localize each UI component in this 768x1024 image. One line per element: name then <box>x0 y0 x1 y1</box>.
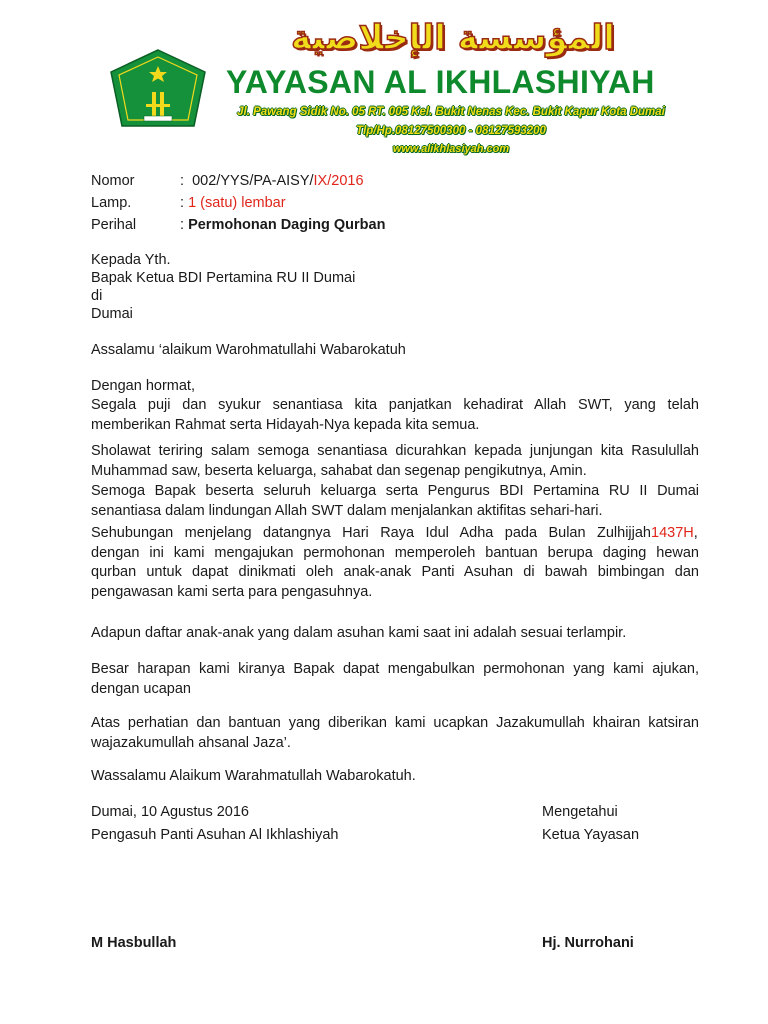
recipient-line: Kepada Yth. <box>91 252 171 268</box>
recipient-line: Dumai <box>91 306 133 322</box>
lamp-value: : 1 (satu) lembar <box>180 195 286 211</box>
signer-role-right: Ketua Yayasan <box>542 827 640 843</box>
nomor-value: : 002/YYS/PA-AISY/IX/2016 <box>180 173 364 189</box>
paragraph-praise: Segala puji dan syukur senantiasa kita panjatkan kehadirat Allah SWT, yang telah memberikan Rahmat serta Hidayah-Nya kepada kita semua. <box>91 397 699 433</box>
foundation-logo <box>108 48 208 134</box>
org-phone: Tlp/Hp.08127500300 - 08127593200 <box>356 125 546 137</box>
perihal-label: Perihal <box>91 217 137 233</box>
signer-role-left: Pengasuh Panti Asuhan Al Ikhlashiyah <box>91 827 339 843</box>
greeting: Assalamu ‘alaikum Warohmatullahi Wabarokatuh <box>91 342 406 358</box>
perihal-value: : Permohonan Daging Qurban <box>180 217 386 233</box>
nomor-month-year: IX/2016 <box>313 173 364 189</box>
nomor-label: Nomor <box>91 173 135 189</box>
arabic-org-title: المؤسسة الإخلاصية <box>291 18 615 58</box>
recipient-line: di <box>91 288 103 304</box>
paragraph-sholawat: Sholawat teriring salam semoga senantiasa dicurahkan kepada junjungan kita Rasulullah Muhammad saw, beserta keluarga, sahabat dan segenap pengikutnya, Amin. <box>91 443 699 479</box>
paragraph-hope: Besar harapan kami kiranya Bapak dapat mengabulkan permohonan yang kami ajukan, dengan ucapan <box>91 661 699 697</box>
paragraph-attachment: Adapun daftar anak-anak yang dalam asuhan kami saat ini adalah sesuai terlampir. <box>91 625 627 641</box>
org-name: YAYASAN AL IKHLASHIYAH <box>226 64 655 100</box>
lamp-label: Lamp. <box>91 195 132 211</box>
paragraph-wishes: Semoga Bapak beserta seluruh keluarga serta Pengurus BDI Pertamina RU II Dumai senantiasa dalam lindungan Allah SWT dalam menjalankan aktifitas sehari-hari. <box>91 483 699 519</box>
org-website[interactable]: www.alikhlasiyah.com <box>392 143 510 155</box>
signer-name-left: M Hasbullah <box>91 935 177 951</box>
hijri-year: 1437H <box>651 525 694 541</box>
signer-name-right: Hj. Nurrohani <box>542 935 634 951</box>
paragraph-thanks: Atas perhatian dan bantuan yang diberikan kami ucapkan Jazakumullah khairan katsiran wajazakumullah ahsanal Jaza’. <box>91 715 699 751</box>
paragraph-request: Sehubungan menjelang datangnya Hari Raya Idul Adha pada Bulan Zulhijjah1437H, dengan ini kami mengajukan permohonan memperoleh bantuan berupa daging hewan qurban untuk dapat dinikmati oleh anak-anak Panti Asuhan di bawah bimbingan dan pengawasan kami serta para pengasuhnya. <box>91 525 699 600</box>
recipient-line: Bapak Ketua BDI Pertamina RU II Dumai <box>91 270 356 286</box>
closing: Wassalamu Alaikum Warahmatullah Wabarokatuh. <box>91 768 416 784</box>
acknowledged-label: Mengetahui <box>542 804 618 820</box>
opening: Dengan hormat, <box>91 378 195 394</box>
place-date: Dumai, 10 Agustus 2016 <box>91 804 249 820</box>
org-address: Jl. Pawang Sidik No. 05 RT. 005 Kel. Bukit Nenas Kec. Bukit Kapur Kota Dumai <box>237 106 665 118</box>
